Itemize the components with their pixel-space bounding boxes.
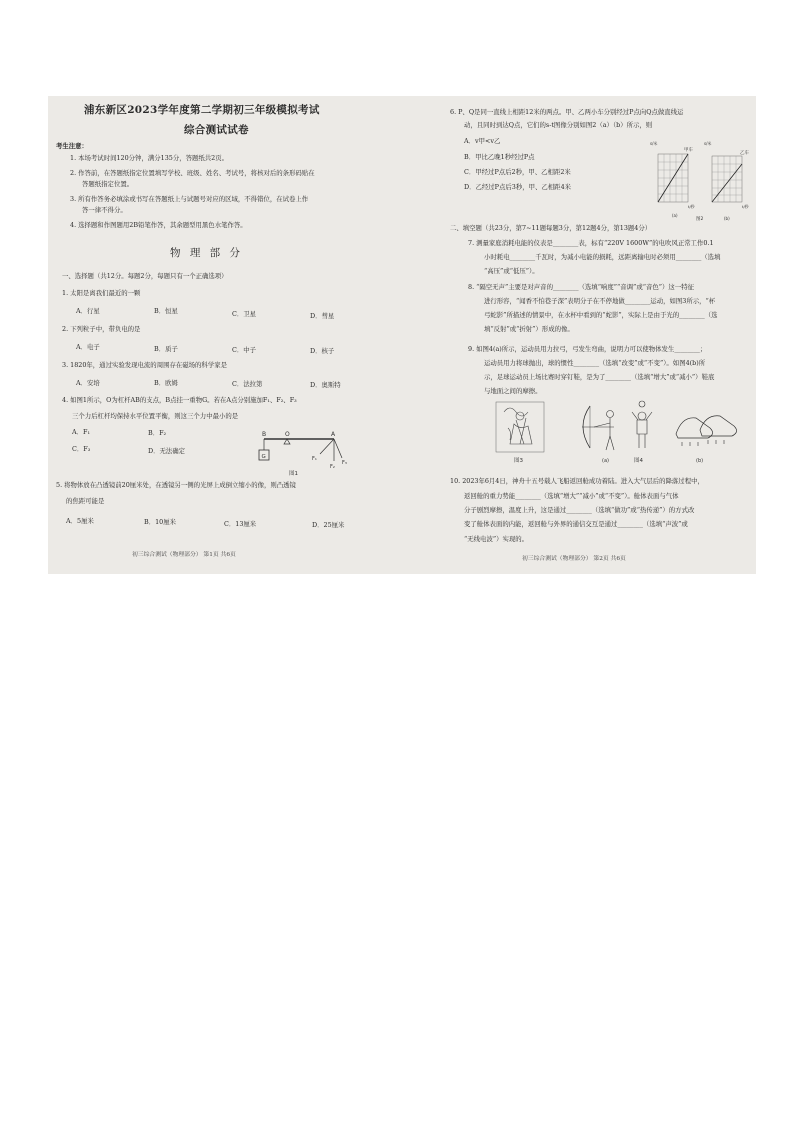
force-f3-label: F₃ — [342, 460, 347, 466]
q3-option-a: A．安培 — [76, 379, 100, 387]
question-3-stem: 3. 1820年，通过实验发现电流的周围存在磁场的科学家是 — [62, 361, 227, 369]
q7-line: “高压”或“低压”）。 — [484, 267, 539, 275]
notice-heading: 考生注意： — [56, 142, 88, 150]
q10-line: 变了舱体表面的内能，返回舱与外界的通信交互是通过________（选填“声波”或 — [464, 520, 688, 528]
question-2-stem: 2. 下列粒子中，带负电的是 — [62, 325, 141, 333]
q5-option-a: A．5厘米 — [66, 517, 94, 525]
question-4-stem-cont: 三个力后杠杆均保持水平位置平衡，则这三个力中最小的是 — [72, 412, 239, 420]
q1-option-b: B．恒星 — [154, 307, 178, 315]
graph-b-caption: (b) — [724, 216, 730, 221]
graph-b-x-axis-label: t/秒 — [742, 204, 749, 209]
figure-1-caption: 图1 — [289, 471, 298, 477]
q10-line: 返回舱的重力势能________（选填“增大”“减小”或“不变”）。舱体表面与气体 — [464, 492, 679, 500]
force-f2-label: F₂ — [330, 464, 335, 470]
question-5-stem: 5. 将物体放在凸透镜前20厘米处，在透镜另一侧的光屏上成倒立缩小的像，则凸透镜 — [56, 481, 296, 489]
fill-in-heading: 二、填空题（共23分，第7~11题每题3分，第12题4分，第13题4分） — [450, 224, 652, 232]
figure-4a-ball-thrower — [632, 401, 652, 464]
figure-4a-caption: (a) — [602, 458, 609, 464]
q10-line: 分子剧烈摩擦，温度上升，这是通过________（选填“做功”或“热传递”）的方式改 — [464, 506, 695, 514]
page-2-footer: 初三综合测试（物理部分） 第2页 共6页 — [522, 556, 626, 562]
q4-option-b: B．F₂ — [148, 429, 167, 437]
notice-line: 答一律不得分。 — [82, 206, 127, 214]
q4-option-c: C．F₃ — [72, 445, 91, 453]
figure-4a-archer — [582, 406, 614, 464]
q6-option-c: C．甲经过P点后2秒，甲、乙相距2米 — [464, 168, 571, 176]
q1-option-d: D．彗星 — [310, 312, 335, 320]
notice-line: 2. 作答前，在答题纸指定位置填写学校、班级、姓名、考试号，将核对后的条形码贴在 — [70, 169, 315, 177]
exam-title: 浦东新区2023学年度第二学期初三年级模拟考试 — [84, 104, 320, 116]
q10-line: 10. 2023年6月4日，神舟十五号载人飞船返回舱成功着陆。进入大气层后的降落过程中， — [450, 477, 704, 485]
graph-a-x-axis-label: t/秒 — [688, 204, 695, 209]
graph-a-caption: (a) — [672, 213, 678, 218]
figure-3-caption: 图3 — [514, 458, 523, 464]
q9-line: 与地面之间的摩擦。 — [484, 387, 542, 395]
q7-line: 小时耗电________千瓦时，为减小电能的损耗，远距离输电时必须用________（选填 — [484, 253, 721, 261]
question-5-stem-cont: 的焦距可能是 — [66, 497, 105, 505]
graph-a-series-label: 甲车 — [684, 148, 693, 153]
exam-subtitle: 综合测试试卷 — [184, 124, 249, 136]
q5-option-d: D．25厘米 — [312, 521, 345, 529]
exam-page-2 — [402, 96, 756, 574]
lever-figure-1 — [254, 428, 354, 478]
figure-2-caption: 图2 — [696, 217, 704, 222]
page-1-footer: 初三综合测试（物理部分） 第1页 共6页 — [132, 552, 236, 558]
q2-option-a: A．电子 — [76, 343, 100, 351]
q2-option-b: B．质子 — [154, 345, 178, 353]
lever-pivot-o-label: O — [285, 431, 290, 438]
q9-line: 9. 如图4(a)所示，运动员用力拉弓，弓发生弯曲，说明力可以使物体发生________； — [468, 345, 707, 353]
question-6-stem: 6. P、Q是同一直线上相距12米的两点。甲、乙两小车分别经过P点向Q点做直线运 — [450, 108, 684, 116]
q1-option-c: C．卫星 — [232, 310, 257, 318]
q1-option-a: A．行星 — [76, 307, 100, 315]
figure-4-caption: 图4 — [634, 458, 643, 464]
q4-option-a: A．F₁ — [72, 428, 91, 436]
figure-3-illustration — [496, 402, 544, 464]
force-f1-label: F₁ — [312, 456, 317, 462]
q7-line: 7. 测量家庭消耗电能的仪表是________表，标有“220V 1600W”的电吹风正常工作0.1 — [468, 239, 714, 247]
q8-line: 弓蛇影”所描述的情景中，在水杯中看到的“蛇影”，实际上是由于光的________（选 — [484, 311, 718, 319]
q10-line: “无线电波”）实现的。 — [464, 535, 529, 543]
q4-option-d: D．无法确定 — [148, 447, 186, 455]
figure-2-graphs — [644, 138, 754, 228]
q8-line: 填“反射”或“折射”）形成的像。 — [484, 325, 574, 333]
q6-option-a: A．v甲<v乙 — [464, 137, 501, 145]
q6-option-d: D．乙经过P点后3秒，甲、乙相距4米 — [464, 183, 572, 191]
graph-b-y-axis-label: s/米 — [704, 141, 712, 146]
question-6-stem-cont: 动，且同时到达Q点，它们的s-t图像分别如图2（a）（b）所示，则 — [464, 121, 653, 129]
weight-g-label: G — [261, 454, 266, 460]
section-title: 物 理 部 分 — [170, 247, 244, 259]
graph-a — [650, 140, 693, 218]
notice-line: 答题纸指定位置。 — [82, 180, 134, 188]
q8-line: 进行形容，“闻香不怕巷子深”表明分子在不停地做________运动，如图3所示，“杯 — [484, 297, 716, 305]
notice-line: 1. 本场考试时间120分钟，满分135分，答题纸共2页。 — [70, 154, 229, 162]
graph-b-series-label: 乙车 — [740, 151, 749, 156]
mc-heading: 一、选择题（共12分。每题2分，每题只有一个正确选项） — [62, 272, 228, 280]
q2-option-c: C．中子 — [232, 346, 257, 354]
figure-4b-spiked-shoes — [676, 416, 737, 464]
q3-option-c: C．法拉第 — [232, 380, 263, 388]
lever-point-a-label: A — [331, 431, 336, 438]
q6-option-b: B．甲比乙晚1秒经过P点 — [464, 153, 535, 161]
exam-page-1 — [48, 96, 402, 574]
question-1-stem: 1. 太阳是离我们最近的一颗 — [62, 289, 141, 297]
q5-option-c: C．13厘米 — [224, 520, 257, 528]
figures-3-4 — [486, 398, 756, 470]
notice-line: 4. 选择题和作图题用2B铅笔作答，其余题型用黑色水笔作答。 — [70, 221, 247, 229]
lever-point-b-label: B — [262, 431, 267, 438]
q8-line: 8. “隔空无声”主要是对声音的________（选填“响度”“音调”或“音色”）这一特征 — [468, 283, 694, 291]
q3-option-b: B．欧姆 — [154, 379, 178, 387]
scanned-exam-sheet — [48, 96, 756, 574]
q9-line: 示，足球运动员上场比赛时穿钉鞋，是为了________（选填“增大”或“减小”）鞋底 — [484, 373, 715, 381]
q3-option-d: D．奥斯特 — [310, 381, 341, 389]
q2-option-d: D．核子 — [310, 347, 335, 355]
q9-line: 运动员用力将球抛出，球的惯性________（选填“改变”或“不变”）。如图4(b)所 — [484, 359, 706, 367]
graph-a-y-axis-label: s/米 — [650, 141, 658, 146]
graph-b — [704, 140, 749, 221]
figure-4b-caption: (b) — [696, 458, 704, 464]
q5-option-b: B．10厘米 — [144, 518, 176, 526]
question-4-stem: 4. 如图1所示，O为杠杆AB的支点，B点挂一重物G。若在A点分别施加F₁、F₂、F₃ — [62, 396, 297, 404]
notice-line: 3. 所有作答务必填涂或书写在答题纸上与试题号对应的区域，不得错位，在试卷上作 — [70, 195, 309, 203]
